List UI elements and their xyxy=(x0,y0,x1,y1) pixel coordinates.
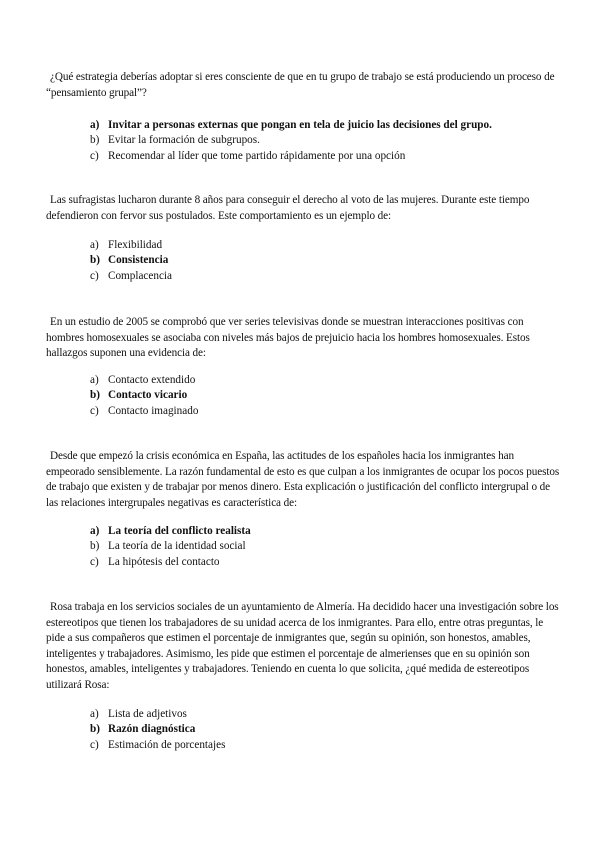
option-letter: a) xyxy=(90,708,99,720)
option-a xyxy=(90,524,560,539)
option-letter: b) xyxy=(90,254,100,267)
question-4 xyxy=(46,449,561,568)
option-letter: b) xyxy=(90,389,100,402)
question-text: ¿Qué estrategia deberías adoptar si eres consciente de que en tu grupo de trabajo se está produciendo un proceso de “pensamiento grupal”? xyxy=(46,71,555,99)
question-text: Desde que empezó la crisis económica en España, las actitudes de los españoles hacia los inmigrantes han empeorado sensiblemente. La razón fundamental de esto es que culpan a los inmigrantes de ocupar los pocos puestos de trabajo que existen y de trabajar por menos dinero. Esta explicación o justificación del conflicto intergrupal o de las relaciones intergrupales negativas es característica de: xyxy=(46,450,560,509)
question-text: En un estudio de 2005 se comprobó que ver series televisivas donde se muestran interacciones positivas con hombres homosexuales se asociaba con niveles más bajos de prejuicio hacia los hombres homosexuales. Estos hallazgos suponen una evidencia de: xyxy=(46,316,530,360)
option-letter: c) xyxy=(90,269,99,282)
option-c xyxy=(90,269,560,284)
option-c xyxy=(90,738,560,753)
option-letter: a) xyxy=(90,239,99,251)
option-c xyxy=(90,404,560,419)
option-letter: c) xyxy=(90,738,99,751)
option-b xyxy=(90,388,560,403)
question-5 xyxy=(46,600,561,751)
option-letter: c) xyxy=(90,555,99,568)
option-a xyxy=(90,707,560,722)
option-letter: a) xyxy=(90,119,100,131)
option-letter: b) xyxy=(90,134,100,147)
option-a xyxy=(90,238,560,253)
option-text: La teoría de la identidad social xyxy=(108,540,246,553)
option-letter: b) xyxy=(90,723,100,736)
option-text: Flexibilidad xyxy=(108,239,163,251)
option-b xyxy=(90,539,560,554)
question-text: Rosa trabaja en los servicios sociales de un ayuntamiento de Almería. Ha decidido hacer una investigación sobre los estereotipos que tienen los trabajadores de su unidad acerca de los inmigrantes. Para ello, entre otras preguntas, le pide a sus compañeros que estimen el porcentaje de inmigrantes que, según su opinión, son honestos, amables, inteligentes y trabajadores. Asimismo, les pide que estimen el porcentaje de almerienses que en su opinión son honestos, amables, inteligentes y trabajadores. Teniendo en cuenta lo que solicita, ¿qué medida de estereotipos utilizará Rosa: xyxy=(46,601,559,691)
option-a xyxy=(90,373,560,388)
options-list xyxy=(90,707,560,753)
option-letter: c) xyxy=(90,404,99,417)
option-letter: a) xyxy=(90,374,99,386)
option-text: Evitar la formación de subgrupos. xyxy=(108,134,260,147)
question-text: Las sufragistas lucharon durante 8 años para conseguir el derecho al voto de las mujeres. Durante este tiempo defendieron con fervor sus postulados. Este comportamiento es un ejemplo de: xyxy=(46,194,530,222)
option-text: Contacto extendido xyxy=(108,374,196,386)
option-a xyxy=(90,118,560,133)
options-list xyxy=(90,118,560,164)
option-text: Contacto imaginado xyxy=(108,404,199,417)
question-2 xyxy=(46,193,561,282)
option-text: La teoría del conflicto realista xyxy=(108,525,251,537)
option-text: Recomendar al líder que tome partido rápidamente por una opción xyxy=(108,149,406,162)
option-text: Invitar a personas externas que pongan en tela de juicio las decisiones del grupo. xyxy=(108,119,492,131)
option-text: Consistencia xyxy=(108,254,169,267)
option-b xyxy=(90,133,560,148)
option-b xyxy=(90,253,560,268)
option-text: Complacencia xyxy=(108,269,172,282)
options-list xyxy=(90,373,560,419)
option-text: La hipótesis del contacto xyxy=(108,555,220,568)
option-c xyxy=(90,149,560,164)
options-list xyxy=(90,524,560,570)
option-text: Contacto vicario xyxy=(108,389,188,402)
option-letter: c) xyxy=(90,149,99,162)
option-b xyxy=(90,722,560,737)
option-c xyxy=(90,555,560,570)
question-1 xyxy=(46,70,561,162)
option-text: Estimación de porcentajes xyxy=(108,738,226,751)
option-text: Razón diagnóstica xyxy=(108,723,196,736)
question-3 xyxy=(46,315,561,417)
option-letter: a) xyxy=(90,525,100,537)
option-letter: b) xyxy=(90,540,100,553)
option-text: Lista de adjetivos xyxy=(108,708,187,720)
options-list xyxy=(90,238,560,284)
